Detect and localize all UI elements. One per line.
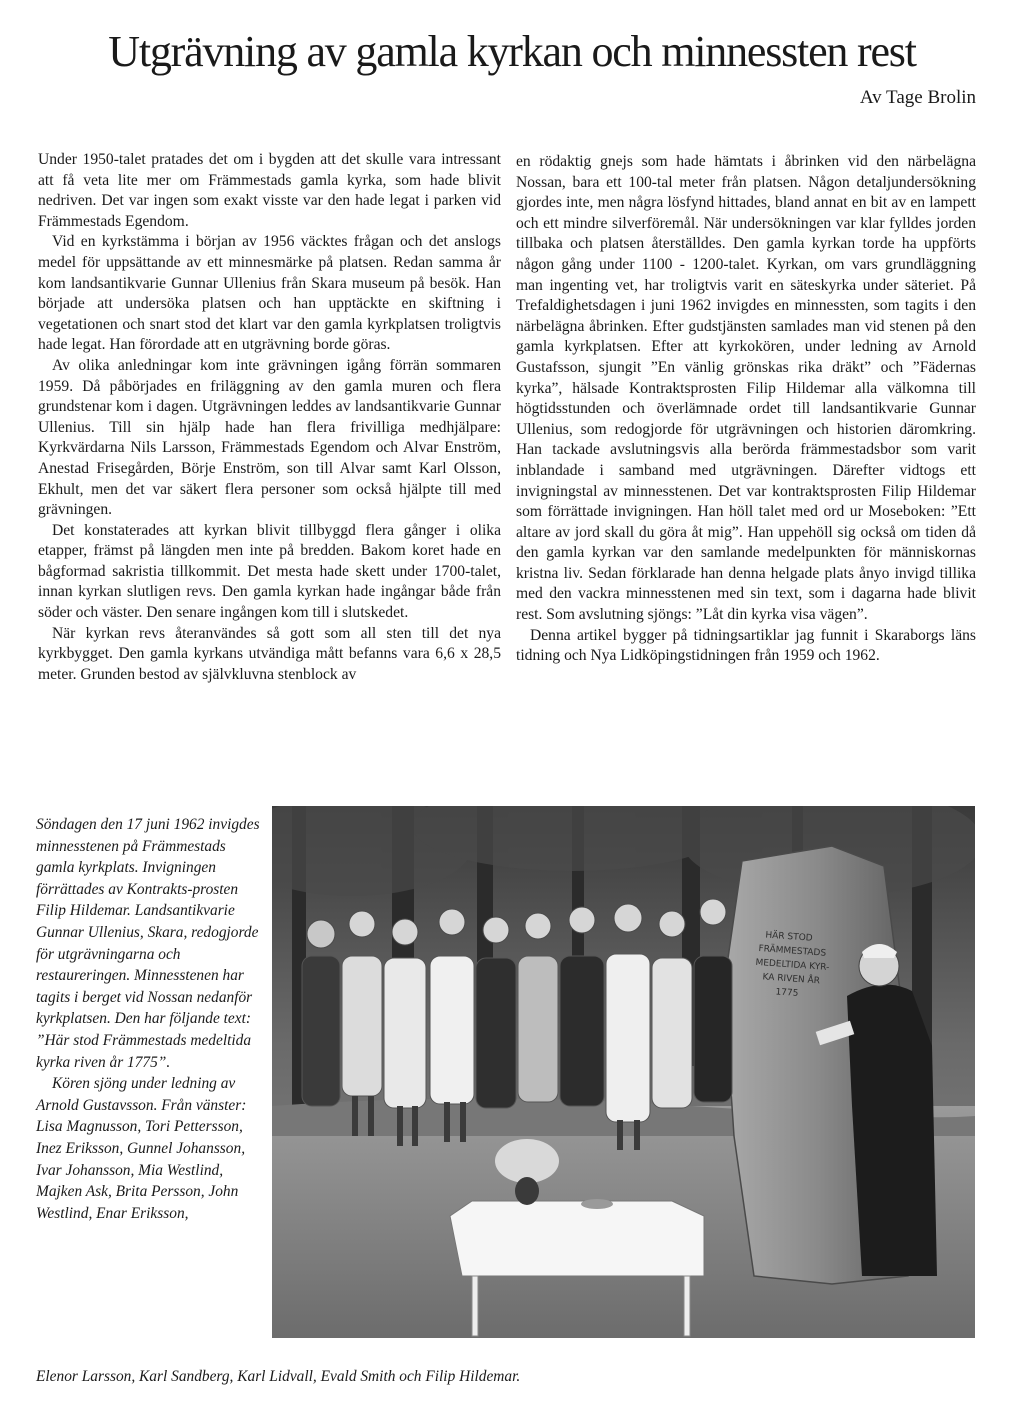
stone-inscription-line: HÄR STOD <box>765 930 813 944</box>
paragraph: Denna artikel bygger på tidningsartiklar jag funnit i Skaraborgs läns tidning och Nya Lidköpingstidningen från 1959 och 1962. <box>516 626 976 665</box>
caption-tail: Elenor Larsson, Karl Sandberg, Karl Lidvall, Evald Smith och Filip Hildemar. <box>36 1368 521 1385</box>
paragraph: Vid en kyrkstämma i början av 1956 väcktes frågan och det anslogs medel för uppsättande av ett minnesmärke på platsen. Redan samma år kom landsantikvarie Gunnar Ullenius från Skara museum på besök. Han började att undersöka platsen och han upptäckte en skiftning i vegetationen och snart stod det klart var den gamla kyrkplatsen troligtvis hade legat. Han förordade att en utgrävning borde göras. <box>38 233 501 354</box>
paragraph: Av olika anledningar kom inte grävningen igång förrän sommaren 1959. Då påbörjades en friläggning av den gamla muren och flera grundstenar kom i dagen. Utgrävningen leddes av landsantikvarie Gunnar Ullenius. Till sin hjälp hade han flera frivilliga medhjälpare: Kyrkvärdarna Nils Larsson, Främmestads Egendom och Alvar Enström, Anestad Frisegården, Börje Enström, son till Alvar samt Karl Olsson, Ekhult, men det var säkert flera personer som också hjälpte till med grävningen. <box>38 356 501 519</box>
caption-paragraph: Kören sjöng under ledning av Arnold Gustavsson. Från vänster: Lisa Magnusson, Tori Pettersson, Inez Eriksson, Gunnel Johansson, Ivar Johansson, Mia Westlind, Majken Ask, Brita Persson, John Westlind, Enar Eriksson, <box>36 1075 247 1222</box>
stone-inscription-line: FRÄMMESTADS <box>758 944 827 959</box>
caption-paragraph: Söndagen den 17 juni 1962 invigdes minnesstenen på Främmestads gamla kyrkplats. Invigningen förrättades av Kontrakts-prosten Filip Hildemar. Landsantikvarie Gunnar Ullenius, Skara, redogjorde för utgrävningarna och restaureringen. Minnesstenen har tagits i berget vid Nossan nedanför kyrkplatsen. Den har följande text: ”Här stod Främmestads medeltida kyrka riven år 1775”. <box>36 816 260 1071</box>
stone-inscription-line: MEDELTIDA KYR- <box>755 957 830 974</box>
article-title: Utgrävning av gamla kyrkan och minnessten rest <box>108 27 916 76</box>
paragraph: När kyrkan revs återanvändes så gott som all sten till det nya kyrkbygget. Den gamla kyrkans utvändiga mått befanns vara 6,6 x 28,5 meter. Grunden bestod av självkluvna stenblock av <box>38 624 501 683</box>
ceremony-photo <box>272 806 975 1338</box>
paragraph: en rödaktig gnejs som hade hämtats i åbrinken vid den närbelägna Nossan, bara ett 100-tal meter från platsen. Någon detaljundersökning gjordes inte, men några lösfynd hittades, bland annat en bit av en lampett och ett mindre silverföremål. När undersökningen var klar fylldes jorden tillbaka och platsen återställdes. Den gamla kyrkan torde ha uppförts någon gång under 1100 - 1200-talet. Kyrkan, om vars grundläggning man ingenting vet, har troligtvis varit en säteskyrka under säteriet. På Trefaldighetsdagen i juni 1962 invigdes en minnessten, som tagits i den närbelägna åbrinken. Efter gudstjänsten samlades man vid stenen på den gamla kyrkplatsen. Efter att kyrkokören, under ledning av Arnold Gustafsson, sjungit ”En vänlig grönskas rika dräkt” och ”Fädernas kyrka”, hälsade Kontraktsprosten Filip Hildemar alla välkomna till högtidsstunden och överlämnade ordet till landsantikvarie Gunnar Ullenius, som redogjorde för utgrävningen och historien däromkring. Han tackade avslutningsvis alla berörda främmestadsbor som varit inblandade i samband med utgrävningen. Därefter vidtogs ett invigningstal av minnesstenen. Det var kontraktsprosten Filip Hildemar som förrättade invigningen. Han höll talet med ord ur Moseboken: ”Ett altare av jord skall du göra åt mig”. Han uppehöll sig också om tiden då den gamla kyrkan var den samlande medelpunkten för människornas kristna liv. Sedan förklarade han denna helgade plats ånyo invigd tillika med den vackra minnesstenen med sin text, som i dagarna hade blivit rest. Som avslutning sjöngs: ”Låt din kyrka visa vägen”. <box>516 153 976 624</box>
stone-inscription-line: KA RIVEN ÅR <box>762 972 821 987</box>
paragraph: Under 1950-talet pratades det om i bygden att det skulle vara intressant att få veta lite mer om Främmestads gamla kyrka, som hade blivit nedriven. Det var ingen som exakt visste var den hade legat i parken vid Främmestads Egendom. <box>38 151 501 230</box>
photo-caption <box>36 814 262 1224</box>
ceremony-photo-illustration <box>272 806 975 1338</box>
byline: Av Tage Brolin <box>859 87 976 108</box>
stone-inscription-line: 1775 <box>775 987 799 999</box>
article-column-left <box>38 150 501 685</box>
paragraph: Det konstaterades att kyrkan blivit tillbyggd flera gånger i olika etapper, främst på längden men inte på bredden. Bakom koret hade en bågformad sakristia tillkommit. Det mesta hade skett under 1700-talet, innan kyrkan slutligen revs. Den gamla kyrkan hade ingångar både från söder och väster. Den senare ingången kom till i slutskedet. <box>38 521 501 622</box>
article-column-right <box>516 152 976 667</box>
